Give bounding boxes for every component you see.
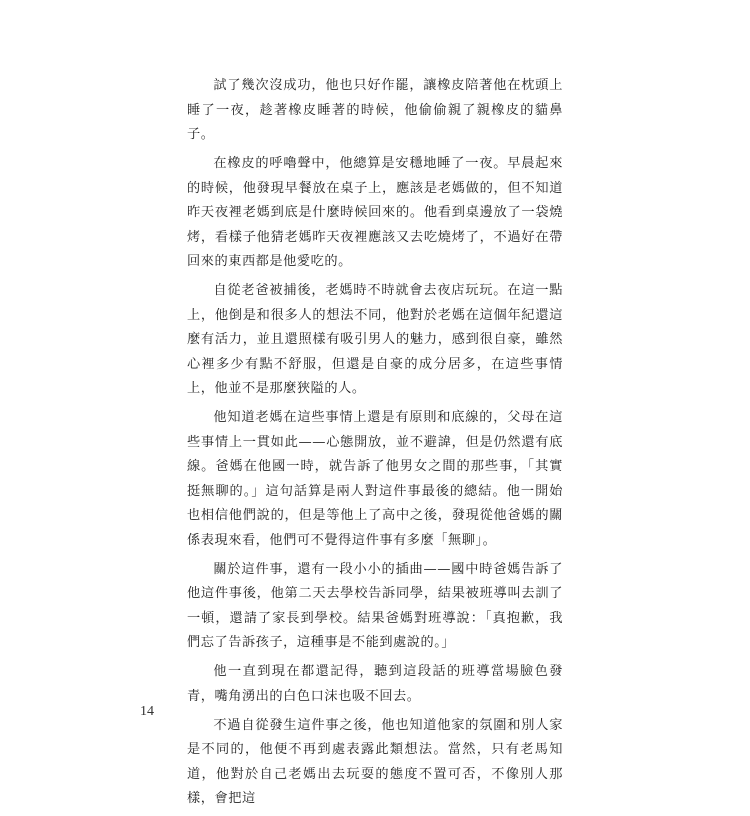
page-number: 14	[140, 704, 154, 719]
paragraph-2: 在橡皮的呼嚕聲中，他總算是安穩地睡了一夜。早晨起來的時候，他發現早餐放在桌子上，應該是老媽做的，但不知道昨天夜裡老媽到底是什麼時候回來的。他看到桌邊放了一袋燒烤，看樣子他猜老媽昨天夜裡應該又去吃燒烤了，不過好在帶回來的東西都是他愛吃的。	[187, 156, 563, 269]
paragraph-1: 試了幾次沒成功，他也只好作罷，讓橡皮陪著他在枕頭上睡了一夜，趁著橡皮睡著的時候，他偷偷親了親橡皮的貓鼻子。	[187, 78, 563, 142]
paragraph-7: 不過自從發生這件事之後，他也知道他家的氛圍和別人家是不同的，他便不再到處表露此類想法。當然，只有老馬知道，他對於自己老媽出去玩耍的態度不置可否，不像別人那樣，會把這	[187, 717, 563, 806]
paragraph-5: 關於這件事，還有一段小小的插曲——國中時爸媽告訴了他這件事後，他第二天去學校告訴同學，結果被班導叫去訓了一頓，還請了家長到學校。結果爸媽對班導說：「真抱歉，我們忘了告訴孩子，這種事是不能到處說的。」	[187, 561, 563, 650]
paragraph-6: 他一直到現在都還記得，聽到這段話的班導當場臉色發青，嘴角湧出的白色口沫也吸不回去。	[187, 664, 563, 704]
body-text	[187, 74, 563, 816]
paragraph-4: 他知道老媽在這些事情上還是有原則和底線的，父母在這些事情上一貫如此——心態開放，並不避諱，但是仍然還有底線。爸媽在他國一時，就告訴了他男女之間的那些事，「其實挺無聊的。」這句話算是兩人對這件事最後的總結。他一開始也相信他們說的，但是等他上了高中之後，發現從他爸媽的關係表現來看，他們可不覺得這件事有多麼「無聊」。	[187, 410, 563, 548]
paragraph-3: 自從老爸被捕後，老媽時不時就會去夜店玩玩。在這一點上，他倒是和很多人的想法不同，他對於老媽在這個年紀還這麼有活力，並且還照樣有吸引男人的魅力，感到很自豪，雖然心裡多少有點不舒服，但還是自豪的成分居多，在這些事情上，他並不是那麼狹隘的人。	[187, 283, 563, 396]
